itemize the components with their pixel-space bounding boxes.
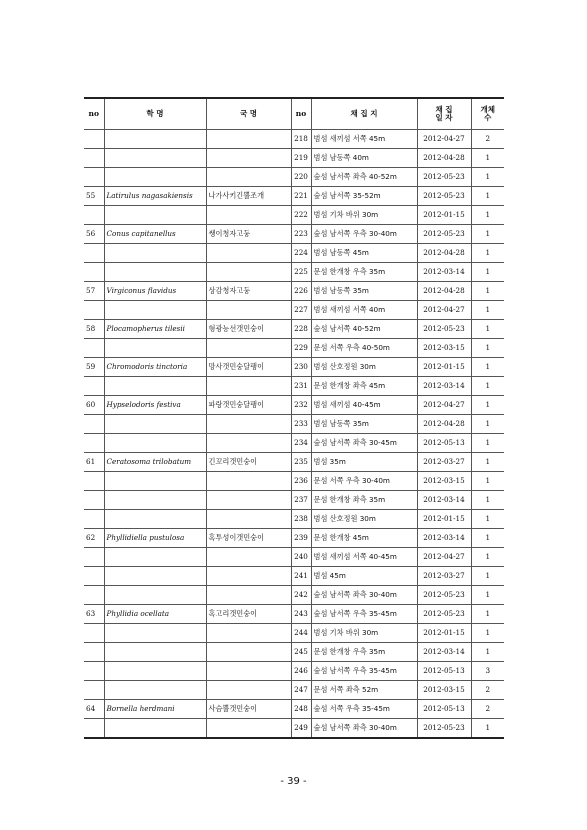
cell-count: 1 (471, 206, 504, 225)
table-row (84, 510, 504, 529)
cell-scientific-name (104, 130, 206, 149)
table-row (84, 168, 504, 187)
cell-collection-date: 2012-01-15 (417, 358, 471, 377)
cell-count: 1 (471, 415, 504, 434)
cell-collection-date: 2012-05-23 (417, 225, 471, 244)
cell-species-no: 61 (84, 453, 104, 472)
cell-scientific-name: Plocamopherus tilesii (104, 320, 206, 339)
cell-collection-date: 2012-05-23 (417, 320, 471, 339)
cell-count: 3 (471, 662, 504, 681)
cell-specimen-no: 226 (291, 282, 311, 301)
cell-korean-name (206, 548, 291, 567)
header-specimen-no: no (291, 98, 311, 130)
table-row (84, 206, 504, 225)
cell-scientific-name (104, 662, 206, 681)
cell-collection-date: 2012-03-15 (417, 681, 471, 700)
cell-scientific-name (104, 491, 206, 510)
cell-collection-date: 2012-01-15 (417, 510, 471, 529)
cell-specimen-no: 231 (291, 377, 311, 396)
cell-collection-site: 범섬 남동쪽 45m (311, 244, 417, 263)
cell-scientific-name (104, 719, 206, 739)
cell-korean-name (206, 377, 291, 396)
cell-korean-name (206, 244, 291, 263)
cell-species-no (84, 149, 104, 168)
table-row (84, 643, 504, 662)
cell-korean-name (206, 681, 291, 700)
cell-collection-date: 2012-04-27 (417, 130, 471, 149)
table-row (84, 358, 504, 377)
cell-species-no (84, 130, 104, 149)
table-row (84, 244, 504, 263)
cell-species-no (84, 586, 104, 605)
cell-specimen-no: 234 (291, 434, 311, 453)
cell-scientific-name (104, 377, 206, 396)
cell-korean-name (206, 472, 291, 491)
cell-collection-date: 2012-05-23 (417, 605, 471, 624)
table-row (84, 681, 504, 700)
cell-scientific-name: Phyllidiella pustulosa (104, 529, 206, 548)
cell-specimen-no: 233 (291, 415, 311, 434)
cell-species-no: 57 (84, 282, 104, 301)
cell-collection-site: 범섬 새끼섬 서쪽 40-45m (311, 548, 417, 567)
cell-species-no: 60 (84, 396, 104, 415)
cell-scientific-name (104, 301, 206, 320)
cell-collection-date: 2012-03-14 (417, 529, 471, 548)
cell-collection-date: 2012-05-13 (417, 434, 471, 453)
cell-collection-site: 숲섬 남서쪽 35-52m (311, 187, 417, 206)
cell-collection-date: 2012-03-14 (417, 491, 471, 510)
cell-korean-name (206, 149, 291, 168)
cell-species-no: 59 (84, 358, 104, 377)
cell-count: 1 (471, 453, 504, 472)
table-header-row (84, 98, 504, 130)
cell-collection-date: 2012-05-23 (417, 187, 471, 206)
table-row (84, 605, 504, 624)
cell-korean-name (206, 339, 291, 358)
cell-count: 1 (471, 377, 504, 396)
cell-specimen-no: 243 (291, 605, 311, 624)
cell-collection-site: 범섬 새끼섬 서쪽 45m (311, 130, 417, 149)
cell-korean-name: 형광능선갯민숭이 (206, 320, 291, 339)
cell-specimen-no: 239 (291, 529, 311, 548)
cell-korean-name (206, 567, 291, 586)
cell-specimen-no: 248 (291, 700, 311, 719)
table-row (84, 662, 504, 681)
cell-species-no (84, 434, 104, 453)
header-scientific-name: 학 명 (104, 98, 206, 130)
cell-scientific-name: Bornella herdmani (104, 700, 206, 719)
cell-scientific-name (104, 434, 206, 453)
cell-species-no (84, 377, 104, 396)
cell-species-no (84, 548, 104, 567)
cell-scientific-name (104, 415, 206, 434)
cell-korean-name (206, 206, 291, 225)
cell-scientific-name (104, 149, 206, 168)
cell-collection-date: 2012-03-27 (417, 453, 471, 472)
cell-korean-name: 혹고리갯민숭이 (206, 605, 291, 624)
table-row (84, 301, 504, 320)
cell-scientific-name: Phyllidia ocellata (104, 605, 206, 624)
cell-korean-name (206, 586, 291, 605)
cell-species-no (84, 491, 104, 510)
cell-collection-date: 2012-04-27 (417, 548, 471, 567)
cell-species-no (84, 567, 104, 586)
cell-species-no: 62 (84, 529, 104, 548)
cell-specimen-no: 240 (291, 548, 311, 567)
cell-count: 1 (471, 567, 504, 586)
cell-collection-site: 숲섬 남서쪽 우측 35-45m (311, 605, 417, 624)
cell-specimen-no: 236 (291, 472, 311, 491)
cell-scientific-name (104, 681, 206, 700)
cell-specimen-no: 241 (291, 567, 311, 586)
table-row (84, 130, 504, 149)
cell-collection-date: 2012-01-15 (417, 624, 471, 643)
cell-collection-date: 2012-03-15 (417, 472, 471, 491)
cell-collection-site: 숲섬 남서쪽 좌측 30-45m (311, 434, 417, 453)
cell-collection-date: 2012-03-14 (417, 263, 471, 282)
cell-korean-name (206, 263, 291, 282)
cell-count: 1 (471, 529, 504, 548)
cell-count: 1 (471, 396, 504, 415)
cell-count: 1 (471, 301, 504, 320)
cell-korean-name: 사슴뿔갯민숭이 (206, 700, 291, 719)
cell-korean-name (206, 434, 291, 453)
cell-korean-name (206, 168, 291, 187)
cell-specimen-no: 224 (291, 244, 311, 263)
cell-collection-site: 숲섬 서쪽 우측 35-45m (311, 700, 417, 719)
table-row (84, 624, 504, 643)
cell-scientific-name (104, 244, 206, 263)
cell-collection-date: 2012-04-28 (417, 415, 471, 434)
cell-collection-date: 2012-05-23 (417, 168, 471, 187)
cell-collection-site: 숲섬 남서쪽 우측 30-40m (311, 225, 417, 244)
cell-collection-site: 숲섬 남서쪽 좌측 30-40m (311, 586, 417, 605)
cell-collection-date: 2012-01-15 (417, 206, 471, 225)
cell-collection-date: 2012-05-23 (417, 586, 471, 605)
cell-specimen-no: 220 (291, 168, 311, 187)
cell-count: 2 (471, 681, 504, 700)
cell-species-no (84, 662, 104, 681)
specimen-records-table (84, 97, 504, 739)
cell-specimen-no: 221 (291, 187, 311, 206)
cell-specimen-no: 242 (291, 586, 311, 605)
cell-specimen-no: 225 (291, 263, 311, 282)
cell-collection-site: 범섬 새끼섬 서쪽 40m (311, 301, 417, 320)
cell-count: 1 (471, 586, 504, 605)
cell-korean-name (206, 491, 291, 510)
cell-count: 1 (471, 225, 504, 244)
cell-count: 1 (471, 643, 504, 662)
cell-specimen-no: 244 (291, 624, 311, 643)
cell-species-no (84, 168, 104, 187)
cell-scientific-name (104, 168, 206, 187)
table-row (84, 719, 504, 739)
cell-korean-name (206, 301, 291, 320)
cell-scientific-name (104, 586, 206, 605)
cell-species-no (84, 510, 104, 529)
table-row (84, 586, 504, 605)
cell-species-no: 58 (84, 320, 104, 339)
table-row (84, 377, 504, 396)
cell-species-no: 55 (84, 187, 104, 206)
table-row (84, 225, 504, 244)
cell-specimen-no: 229 (291, 339, 311, 358)
cell-korean-name (206, 624, 291, 643)
cell-collection-site: 범섬 산호정원 30m (311, 510, 417, 529)
cell-collection-site: 문섬 한개창 우측 35m (311, 263, 417, 282)
cell-collection-site: 범섬 45m (311, 567, 417, 586)
cell-scientific-name: Hypselodoris festiva (104, 396, 206, 415)
cell-korean-name: 파랑갯민숭달팽이 (206, 396, 291, 415)
cell-scientific-name (104, 263, 206, 282)
cell-specimen-no: 245 (291, 643, 311, 662)
header-collection-site: 채 집 지 (311, 98, 417, 130)
cell-species-no: 56 (84, 225, 104, 244)
table-row (84, 415, 504, 434)
table-row (84, 472, 504, 491)
cell-count: 1 (471, 149, 504, 168)
cell-species-no: 64 (84, 700, 104, 719)
table-row (84, 339, 504, 358)
cell-collection-site: 문섬 한개창 우측 35m (311, 643, 417, 662)
cell-collection-site: 범섬 남동쪽 40m (311, 149, 417, 168)
cell-collection-date: 2012-04-28 (417, 149, 471, 168)
cell-korean-name (206, 662, 291, 681)
cell-collection-site: 숲섬 남서쪽 좌측 30-40m (311, 719, 417, 739)
cell-species-no (84, 643, 104, 662)
cell-specimen-no: 223 (291, 225, 311, 244)
cell-count: 1 (471, 168, 504, 187)
cell-specimen-no: 218 (291, 130, 311, 149)
cell-count: 1 (471, 510, 504, 529)
header-count: 개체 수 (471, 98, 504, 130)
cell-specimen-no: 246 (291, 662, 311, 681)
table-row (84, 453, 504, 472)
cell-specimen-no: 227 (291, 301, 311, 320)
cell-scientific-name: Latirulus nagasakiensis (104, 187, 206, 206)
cell-collection-date: 2012-03-15 (417, 339, 471, 358)
table-row (84, 187, 504, 206)
cell-specimen-no: 219 (291, 149, 311, 168)
table-row (84, 149, 504, 168)
table-row (84, 396, 504, 415)
cell-collection-site: 문섬 한개창 좌측 45m (311, 377, 417, 396)
cell-scientific-name (104, 643, 206, 662)
cell-species-no (84, 263, 104, 282)
cell-species-no (84, 339, 104, 358)
cell-specimen-no: 235 (291, 453, 311, 472)
cell-collection-date: 2012-05-13 (417, 662, 471, 681)
cell-count: 1 (471, 491, 504, 510)
cell-count: 1 (471, 719, 504, 739)
cell-count: 2 (471, 130, 504, 149)
cell-count: 1 (471, 263, 504, 282)
cell-collection-site: 숲섬 남서쪽 40-52m (311, 320, 417, 339)
header-no: no (84, 98, 104, 130)
cell-species-no: 63 (84, 605, 104, 624)
cell-species-no (84, 472, 104, 491)
table-row (84, 491, 504, 510)
cell-scientific-name (104, 548, 206, 567)
cell-count: 1 (471, 358, 504, 377)
cell-korean-name (206, 415, 291, 434)
cell-scientific-name (104, 206, 206, 225)
cell-scientific-name (104, 624, 206, 643)
cell-count: 1 (471, 548, 504, 567)
cell-collection-date: 2012-03-14 (417, 643, 471, 662)
table-row (84, 529, 504, 548)
cell-collection-site: 범섬 기차 바위 30m (311, 206, 417, 225)
cell-collection-site: 범섬 35m (311, 453, 417, 472)
cell-count: 1 (471, 244, 504, 263)
cell-korean-name: 망사갯민숭달팽이 (206, 358, 291, 377)
cell-specimen-no: 232 (291, 396, 311, 415)
cell-korean-name (206, 643, 291, 662)
cell-count: 1 (471, 472, 504, 491)
table-row (84, 282, 504, 301)
cell-collection-site: 범섬 새끼섬 40-45m (311, 396, 417, 415)
cell-korean-name (206, 510, 291, 529)
cell-count: 1 (471, 339, 504, 358)
header-korean-name: 국 명 (206, 98, 291, 130)
cell-specimen-no: 222 (291, 206, 311, 225)
cell-scientific-name: Conus capitanellus (104, 225, 206, 244)
cell-collection-site: 문섬 한개창 45m (311, 529, 417, 548)
cell-collection-date: 2012-03-14 (417, 377, 471, 396)
cell-korean-name (206, 719, 291, 739)
cell-specimen-no: 249 (291, 719, 311, 739)
cell-collection-site: 숲섬 남서쪽 우측 35-45m (311, 662, 417, 681)
cell-count: 1 (471, 187, 504, 206)
header-collection-date: 채 집 일 자 (417, 98, 471, 130)
table-row (84, 548, 504, 567)
cell-species-no (84, 719, 104, 739)
table-row (84, 320, 504, 339)
cell-count: 1 (471, 624, 504, 643)
cell-korean-name: 상감청자고둥 (206, 282, 291, 301)
cell-species-no (84, 681, 104, 700)
cell-collection-date: 2012-04-27 (417, 396, 471, 415)
cell-collection-site: 문섬 서쪽 좌측 52m (311, 681, 417, 700)
cell-specimen-no: 247 (291, 681, 311, 700)
cell-count: 1 (471, 320, 504, 339)
cell-species-no (84, 415, 104, 434)
cell-collection-date: 2012-04-28 (417, 244, 471, 263)
cell-count: 1 (471, 605, 504, 624)
cell-scientific-name: Ceratosoma trilobatum (104, 453, 206, 472)
cell-scientific-name: Virgiconus flavidus (104, 282, 206, 301)
table-row (84, 700, 504, 719)
cell-collection-site: 문섬 서쪽 우측 30-40m (311, 472, 417, 491)
cell-korean-name: 혹투성이갯민숭이 (206, 529, 291, 548)
cell-korean-name: 긴꼬리갯민숭이 (206, 453, 291, 472)
table-body (84, 130, 504, 739)
cell-collection-date: 2012-05-13 (417, 700, 471, 719)
cell-korean-name: 쌩이청자고둥 (206, 225, 291, 244)
cell-scientific-name (104, 567, 206, 586)
cell-specimen-no: 230 (291, 358, 311, 377)
cell-scientific-name (104, 510, 206, 529)
cell-species-no (84, 206, 104, 225)
cell-specimen-no: 237 (291, 491, 311, 510)
cell-species-no (84, 624, 104, 643)
cell-collection-site: 범섬 기차 바위 30m (311, 624, 417, 643)
cell-species-no (84, 244, 104, 263)
table-row (84, 567, 504, 586)
cell-collection-date: 2012-04-27 (417, 301, 471, 320)
cell-count: 1 (471, 282, 504, 301)
cell-count: 1 (471, 434, 504, 453)
cell-scientific-name (104, 339, 206, 358)
cell-korean-name: 나가사키긴뿔조개 (206, 187, 291, 206)
cell-collection-date: 2012-04-28 (417, 282, 471, 301)
page-number: - 39 - (280, 776, 307, 787)
cell-korean-name (206, 130, 291, 149)
cell-collection-date: 2012-05-23 (417, 719, 471, 739)
cell-collection-site: 문섬 한개창 좌측 35m (311, 491, 417, 510)
cell-species-no (84, 301, 104, 320)
cell-collection-site: 숲섬 남서쪽 좌측 40-52m (311, 168, 417, 187)
cell-collection-site: 문섬 서쪽 우측 40-50m (311, 339, 417, 358)
cell-specimen-no: 228 (291, 320, 311, 339)
cell-count: 2 (471, 700, 504, 719)
cell-collection-site: 범섬 산호정원 30m (311, 358, 417, 377)
cell-scientific-name: Chromodoris tinctoria (104, 358, 206, 377)
table-row (84, 263, 504, 282)
table-row (84, 434, 504, 453)
cell-collection-date: 2012-03-27 (417, 567, 471, 586)
cell-collection-site: 범섬 남동쪽 35m (311, 415, 417, 434)
cell-scientific-name (104, 472, 206, 491)
cell-collection-site: 범섬 남동쪽 35m (311, 282, 417, 301)
cell-specimen-no: 238 (291, 510, 311, 529)
